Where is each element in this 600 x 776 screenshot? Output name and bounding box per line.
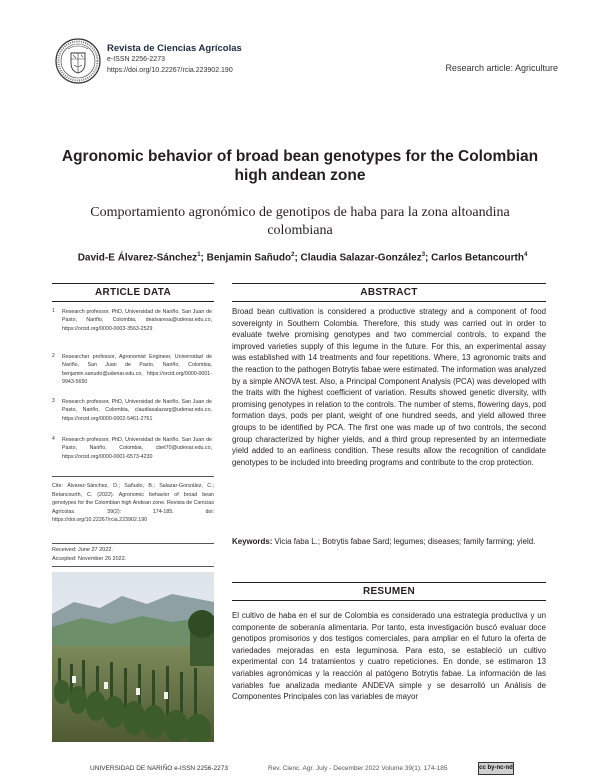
keywords (232, 536, 546, 548)
journal-eissn: e-ISSN 2256-2273 (107, 56, 165, 63)
divider (52, 543, 214, 544)
affiliation-note (52, 308, 212, 333)
affiliation-note (52, 353, 212, 387)
author-affiliation-number: 3 (421, 252, 426, 258)
field-photo (52, 572, 214, 742)
affiliation-note (52, 398, 212, 423)
author-affiliation-number: 1 (197, 252, 201, 258)
affiliation-number: 3 (52, 398, 55, 404)
affiliation-text: Research professor, PhD, Universidad de Nariño, San Juan de Pasto, Nariño, Colombia, cbet70@udenar.edu.co, https://orcid.org/0000-0001-6573-4230 (62, 437, 212, 460)
author-name: Carlos Betancourth (431, 252, 524, 264)
affiliation-text: Research professor, PhD, Universidad de Nariño, San Juan de Pasto, Nariño, Colombia, claudiasalazarg@udenar.edu.co, https://orcid.org/0000-0002-5461-2761 (62, 399, 212, 422)
abstract-heading: ABSTRACT (232, 283, 546, 302)
footer-university: UNIVERSIDAD DE NARIÑO e-ISSN 2256-2273 (90, 765, 228, 772)
author-separator: ; (294, 252, 301, 264)
author-affiliation-number: 4 (523, 252, 528, 258)
citation-block: Cite: Álvarez-Sánchez, D.; Sañudo, B.; Salazar-González, C.; Betancourth, C. (2022). Agronomic behavior of broad bean genotypes for the Colombian high Andean zone. Revista de Ciencias Agrícolas. 39(2): 174-185. doi: https://doi.org/10.22267/rcia.223902.190 (52, 483, 214, 523)
title-spanish: Comportamiento agronómico de genotipos de haba para la zona altoandina colombiana (90, 205, 510, 238)
accepted-date: Accepted: November 26 2022. (52, 555, 127, 562)
article-type: Research article: Agriculture (445, 63, 558, 73)
author-affiliation-number: 2 (291, 252, 295, 258)
affiliation-number: 2 (52, 353, 55, 359)
author-separator: ; (200, 252, 207, 264)
affiliation-number: 1 (52, 308, 55, 314)
title-english: Agronomic behavior of broad bean genotypes for the Colombian high andean zone (61, 148, 539, 184)
author-name: David-E Álvarez-Sánchez (77, 252, 198, 264)
keywords-list: Vicia faba L.; Botrytis fabae Sard; legumes; diseases; family farming; yield. (274, 537, 536, 546)
affiliation-text: Researcher professor, Agronomist Engineer, Universidad de Nariño, San Juan de Pasto, Nariño, Colombia, benjamin.sanudo@udenar.edu.co, https://orcid.org/0000-0001-9943-5650 (62, 354, 212, 386)
author-list (30, 252, 575, 263)
journal-title: Revista de Ciencias Agrícolas (107, 43, 242, 54)
affiliation-number: 4 (52, 436, 55, 442)
author-separator: ; (425, 252, 432, 264)
cc-license-badge[interactable]: cc by-nc-nd (478, 762, 514, 775)
journal-doi-link[interactable]: https://doi.org/10.22267/rcia.223902.190 (107, 67, 233, 74)
resumen-heading: RESUMEN (232, 582, 546, 601)
author-name: Claudia Salazar-González (300, 252, 422, 264)
article-data-heading: ARTICLE DATA (52, 283, 214, 302)
article-dates (52, 546, 214, 563)
affiliation-note (52, 436, 212, 461)
journal-logo (54, 37, 102, 85)
divider (52, 476, 214, 477)
abstract-body: Broad bean cultivation is considered a productive strategy and a component of food sovereignty in Southern Colombia. Therefore, this study was carried out in order to evaluate twelve promising genotypes and two commercial controls, to expand the improved varieties supply of this legume in the future. For this, an experimental assay was established with 14 treatments and four repetitions. Where, 13 agronomic traits and the reaction to the pathogen Botrytis fabae were estimated. The information was analyzed by a simple ANOVA test. Also, a Principal Component Analysis (PCA) was developed with the traits with the highest coefficient of variation. Results showed genetic diversity, with promising genotypes in relation to the controls. The number of stems, flowering days, pod formation days, pods per plant, weight of one hundred seeds, and yield allowed three groups to be identified by PCA. The first one was made up of two controls, the second group characterized by higher yields, and a third group represented by an intermediate yield added to an earliness condition. These results allow the recognition of candidate genotypes to be included into breeding programs and contribute to the crop protection. (232, 307, 546, 467)
resumen-body: El cultivo de haba en el sur de Colombia es considerado una estrategia productiva y un componente de soberanía alimentaria. Por tanto, esta investigación buscó evaluar doce genotipos promisorios y dos testigos comerciales, para ampliar en el futuro la oferta de variedades mejoradas en esta leguminosa. Para esto, se estableció un cultivo experimental con 14 tratamientos y cuatro repeticiones. En donde, se estimaron 13 variables agronómicas y la reacción al patógeno Botrytis fabae. La información de las variables fue analizada mediante ANDEVA simple y se desarrolló un Análisis de Componentes Principales con las variables de mayor (232, 611, 546, 702)
author-name: Benjamin Sañudo (206, 252, 292, 264)
keywords-label: Keywords: (232, 537, 273, 546)
footer-citation: Rev. Cienc. Agr. July - December 2022 Volume 39(1): 174-185 (268, 765, 448, 772)
received-date: Received: June 27 2022. (52, 547, 113, 553)
affiliation-text: Research professor, PhD, Universidad de Nariño, San Juan de Pasto, Nariño, Colombia, dealvaresa@udenar.edu.co, https://orcid.org/0000-0003-3563-2529 (62, 309, 212, 332)
divider (52, 566, 214, 567)
